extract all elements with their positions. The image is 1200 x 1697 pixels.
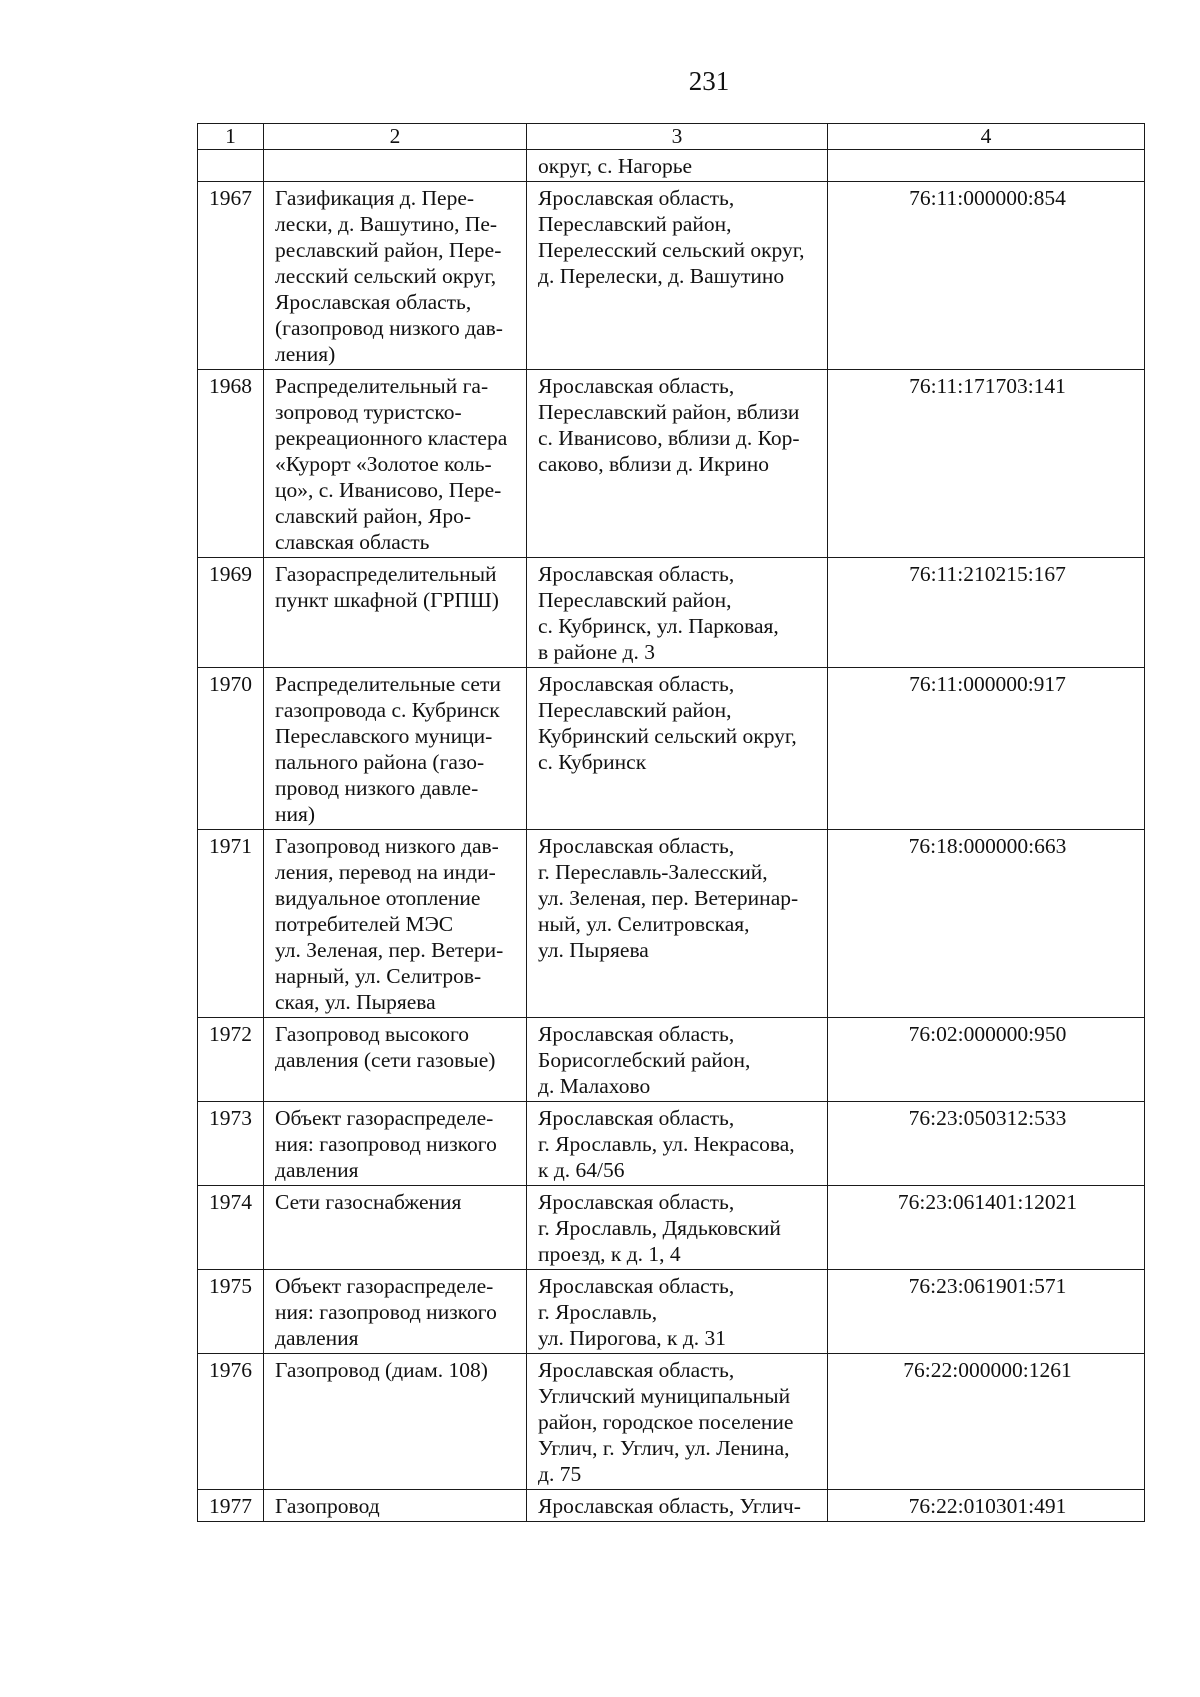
cadastral-number-cell — [828, 150, 1145, 182]
column-header-cadastral-number: 4 — [828, 124, 1145, 150]
row-number-cell: 1967 — [198, 182, 264, 370]
registry-table — [197, 123, 1145, 1522]
table-row — [198, 370, 1145, 558]
object-name-cell: Газопровод высокого давления (сети газовые) — [264, 1018, 527, 1102]
location-cell: Ярославская область, Углич- — [527, 1490, 828, 1522]
table-row — [198, 830, 1145, 1018]
table-row — [198, 182, 1145, 370]
row-number-cell: 1973 — [198, 1102, 264, 1186]
cadastral-number-cell: 76:18:000000:663 — [828, 830, 1145, 1018]
table-row — [198, 1490, 1145, 1522]
cadastral-number-cell: 76:11:000000:854 — [828, 182, 1145, 370]
table-row — [198, 1018, 1145, 1102]
row-number-cell: 1974 — [198, 1186, 264, 1270]
cadastral-number-cell: 76:23:061401:12021 — [828, 1186, 1145, 1270]
object-name-cell: Сети газоснабжения — [264, 1186, 527, 1270]
page-number: 231 — [688, 66, 730, 96]
cadastral-number-cell: 76:11:171703:141 — [828, 370, 1145, 558]
cadastral-number-cell: 76:11:000000:917 — [828, 668, 1145, 830]
object-name-cell: Распределительный га- зопровод туристско- рекреационного кластера «Курорт «Золотое коль- цо», с. Иванисово, Пере- славский район, Яро- славская область — [264, 370, 527, 558]
column-header-number: 1 — [198, 124, 264, 150]
location-cell: Ярославская область, Переславский район, с. Кубринск, ул. Парковая, в районе д. 3 — [527, 558, 828, 668]
table-row — [198, 1270, 1145, 1354]
object-name-cell: Объект газораспределе- ния: газопровод низкого давления — [264, 1270, 527, 1354]
object-name-cell: Объект газораспределе- ния: газопровод низкого давления — [264, 1102, 527, 1186]
registry-table-body — [198, 124, 1145, 1522]
row-number-cell: 1977 — [198, 1490, 264, 1522]
row-number-cell — [198, 150, 264, 182]
cadastral-number-cell: 76:23:050312:533 — [828, 1102, 1145, 1186]
location-cell: Ярославская область, Переславский район, Кубринский сельский округ, с. Кубринск — [527, 668, 828, 830]
cadastral-number-cell: 76:22:010301:491 — [828, 1490, 1145, 1522]
column-header-location: 3 — [527, 124, 828, 150]
row-number-cell: 1976 — [198, 1354, 264, 1490]
cadastral-number-cell: 76:22:000000:1261 — [828, 1354, 1145, 1490]
object-name-cell: Газификация д. Пере- лески, д. Вашутино, Пе- реславский район, Пере- лесский сельский округ, Ярославская область, (газопровод низкого дав- ления) — [264, 182, 527, 370]
location-cell: Ярославская область, г. Переславль-Залесский, ул. Зеленая, пер. Ветеринар- ный, ул. Селитровская, ул. Пыряева — [527, 830, 828, 1018]
row-number-cell: 1969 — [198, 558, 264, 668]
row-number-cell: 1972 — [198, 1018, 264, 1102]
location-cell: Ярославская область, г. Ярославль, ул. Пирогова, к д. 31 — [527, 1270, 828, 1354]
object-name-cell — [264, 150, 527, 182]
table-row — [198, 1102, 1145, 1186]
row-number-cell: 1975 — [198, 1270, 264, 1354]
row-number-cell: 1970 — [198, 668, 264, 830]
cadastral-number-cell: 76:23:061901:571 — [828, 1270, 1145, 1354]
location-cell: Ярославская область, г. Ярославль, ул. Некрасова, к д. 64/56 — [527, 1102, 828, 1186]
row-number-cell: 1968 — [198, 370, 264, 558]
location-cell: Ярославская область, Переславский район, Перелесский сельский округ, д. Перелески, д. Вашутино — [527, 182, 828, 370]
row-number-cell: 1971 — [198, 830, 264, 1018]
cadastral-number-cell: 76:02:000000:950 — [828, 1018, 1145, 1102]
location-cell: Ярославская область, г. Ярославль, Дядьковский проезд, к д. 1, 4 — [527, 1186, 828, 1270]
location-cell: Ярославская область, Борисоглебский район, д. Малахово — [527, 1018, 828, 1102]
table-row — [198, 1186, 1145, 1270]
location-cell: Ярославская область, Угличский муниципальный район, городское поселение Углич, г. Углич, ул. Ленина, д. 75 — [527, 1354, 828, 1490]
table-header-row — [198, 124, 1145, 150]
column-header-name: 2 — [264, 124, 527, 150]
table-row — [198, 668, 1145, 830]
object-name-cell: Газораспределительный пункт шкафной (ГРПШ) — [264, 558, 527, 668]
table-row — [198, 1354, 1145, 1490]
object-name-cell: Распределительные сети газопровода с. Кубринск Переславского муници- пального района (газо- провод низкого давле- ния) — [264, 668, 527, 830]
table-row — [198, 558, 1145, 668]
table-row — [198, 150, 1145, 182]
object-name-cell: Газопровод низкого дав- ления, перевод на инди- видуальное отопление потребителей МЭС ул. Зеленая, пер. Ветери- нарный, ул. Селитров- ская, ул. Пыряева — [264, 830, 527, 1018]
cadastral-number-cell: 76:11:210215:167 — [828, 558, 1145, 668]
location-cell: Ярославская область, Переславский район, вблизи с. Иванисово, вблизи д. Кор- саково, вблизи д. Икрино — [527, 370, 828, 558]
object-name-cell: Газопровод (диам. 108) — [264, 1354, 527, 1490]
object-name-cell: Газопровод — [264, 1490, 527, 1522]
location-cell: округ, с. Нагорье — [527, 150, 828, 182]
